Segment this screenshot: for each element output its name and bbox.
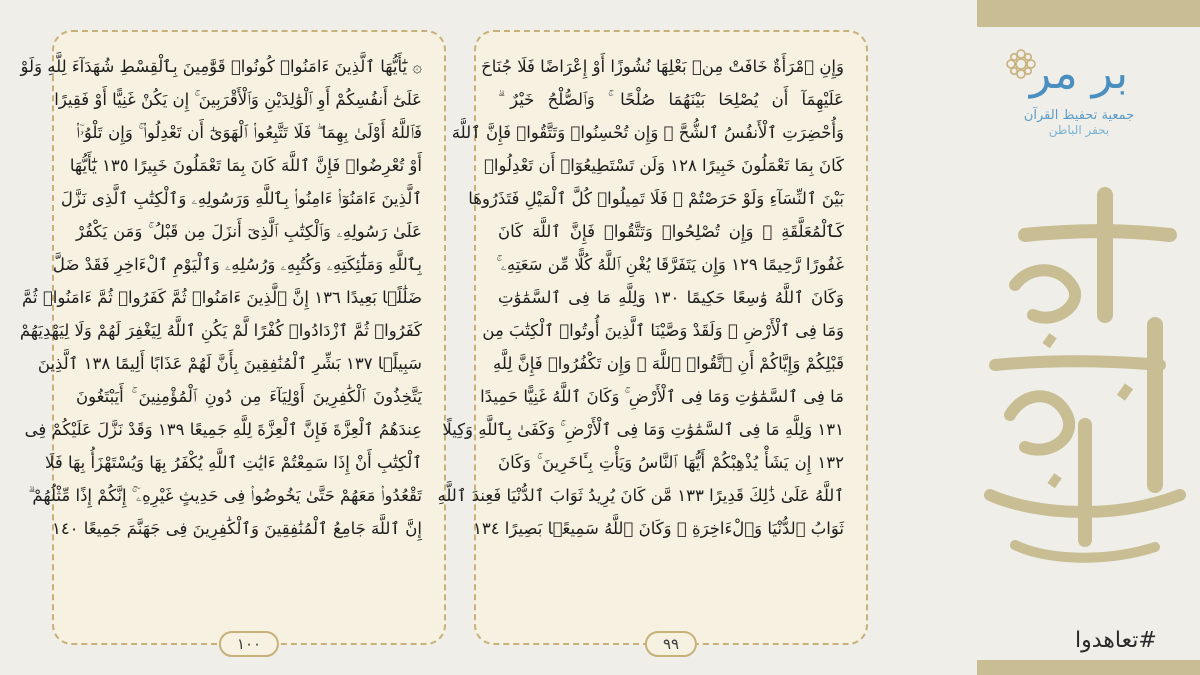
verse-line: يَتَّخِذُونَ ٱلْكَٰفِرِينَ أَوْلِيَآءَ مِن دُونِ ٱلْمُؤْمِنِينَ ۚ أَيَبْتَغُونَ bbox=[76, 387, 422, 406]
page-number-right: ٩٩ bbox=[645, 631, 697, 657]
calligraphy-tahadou bbox=[955, 175, 1200, 575]
verse-line: بِٱللَّهِ وَمَلَٰٓئِكَتِهِۦ وَكُتُبِهِۦ وَرُسُلِهِۦ وَٱلْيَوْمِ ٱلْءَاخِرِ فَقَدْ ضَلَّ bbox=[52, 255, 422, 274]
verse-line: ٱلْكِتَٰبِ أَنْ إِذَا سَمِعْتُمْ ءَايَٰتِ ٱللَّهِ يُكْفَرُ بِهَا وَيُسْتَهْزَأُ بِهَا فَلَا bbox=[45, 453, 422, 472]
bottom-accent-bar bbox=[977, 660, 1200, 675]
logo-mark: بر مر bbox=[1029, 48, 1129, 99]
logo-name-line1: جمعية تحفيظ القرآن bbox=[1023, 108, 1135, 123]
verse-line: وَمَا فِى ٱلْأَرْضِ ۗ وَلَقَدْ وَصَّيْنَا ٱلَّذِينَ أُوتُوا۟ ٱلْكِتَٰبَ مِن bbox=[482, 321, 844, 340]
page-number-left: ١٠٠ bbox=[219, 631, 279, 657]
verse-line: تَقْعُدُوا۟ مَعَهُمْ حَتَّىٰ يَخُوضُوا۟ فِى حَدِيثٍ غَيْرِهِۦٓ ۚ إِنَّكُمْ إِذًا مِّثْلُهُمْ ۗ bbox=[28, 486, 422, 505]
verse-line: ١٣١ وَلِلَّهِ مَا فِى ٱلسَّمَٰوَٰتِ وَمَا فِى ٱلْأَرْضِ ۚ وَكَفَىٰ بِٱللَّهِ وَكِيلًا bbox=[442, 420, 844, 439]
verse-line: ثَوَابُ ٱلدُّنْيَا وَٱلْءَاخِرَةِ ۚ وَكَانَ ٱللَّهُ سَمِيعًۢا بَصِيرًا ١٣٤ bbox=[472, 519, 844, 538]
branding-sidebar bbox=[955, 0, 1200, 675]
verse-line: ضَلَٰلًۢا بَعِيدًا ١٣٦ إِنَّ ٱلَّذِينَ ءَامَنُوا۟ ثُمَّ كَفَرُوا۟ ثُمَّ ءَامَنُوا۟ ثُمَّ bbox=[22, 288, 422, 307]
mushaf-page-right bbox=[437, 30, 868, 653]
verse-line: عَلَىٰٓ أَنفُسِكُمْ أَوِ ٱلْوَٰلِدَيْنِ وَٱلْأَقْرَبِينَ ۚ إِن يَكُنْ غَنِيًّا أَوْ فَقِيرًا bbox=[54, 90, 422, 109]
verse-line: وَأُحْضِرَتِ ٱلْأَنفُسُ ٱلشُّحَّ ۚ وَإِن تُحْسِنُوا۟ وَتَتَّقُوا۟ فَإِنَّ ٱللَّهَ bbox=[451, 123, 844, 142]
verse-line: عَلَىٰ رَسُولِهِۦ وَٱلْكِتَٰبِ ٱلَّذِىٓ أَنزَلَ مِن قَبْلُ ۚ وَمَن يَكْفُرْ bbox=[76, 222, 422, 241]
verse-line: سَبِيلًۢا ١٣٧ بَشِّرِ ٱلْمُنَٰفِقِينَ بِأَنَّ لَهُمْ عَذَابًا أَلِيمًا ١٣٨ ٱلَّذِينَ bbox=[37, 354, 422, 373]
verse-line: ۞ يَٰٓأَيُّهَا ٱلَّذِينَ ءَامَنُوا۟ كُونُوا۟ قَوَّٰمِينَ بِٱلْقِسْطِ شُهَدَآءَ لِلَّهِ وَلَوْ bbox=[20, 57, 422, 76]
verse-line: غَفُورًا رَّحِيمًا ١٢٩ وَإِن يَتَفَرَّقَا يُغْنِ ٱللَّهُ كُلًّا مِّن سَعَتِهِۦ ۚ bbox=[496, 255, 844, 274]
flower-ornament-icon bbox=[1003, 46, 1039, 82]
verse-line: كَانَ بِمَا تَعْمَلُونَ خَبِيرًا ١٢٨ وَلَن تَسْتَطِيعُوٓا۟ أَن تَعْدِلُوا۟ bbox=[483, 156, 844, 175]
verse-line: أَوْ تُعْرِضُوا۟ فَإِنَّ ٱللَّهَ كَانَ بِمَا تَعْمَلُونَ خَبِيرًا ١٣٥ يَٰٓأَيُّهَا bbox=[69, 156, 422, 175]
verse-line: مَا فِى ٱلسَّمَٰوَٰتِ وَمَا فِى ٱلْأَرْضِ ۚ وَكَانَ ٱللَّهُ غَنِيًّا حَمِيدًا bbox=[480, 387, 844, 406]
verse-line: قَبْلِكُمْ وَإِيَّاكُمْ أَنِ ٱتَّقُوا۟ ٱللَّهَ ۚ وَإِن تَكْفُرُوا۟ فَإِنَّ لِلَّهِ bbox=[493, 354, 844, 373]
mushaf-page-left bbox=[19, 30, 446, 653]
verse-line: بَيْنَ ٱلنِّسَآءِ وَلَوْ حَرَصْتُمْ ۖ فَلَا تَمِيلُوا۟ كُلَّ ٱلْمَيْلِ فَتَذَرُوهَا bbox=[468, 189, 844, 208]
verse-line: عِندَهُمُ ٱلْعِزَّةَ فَإِنَّ ٱلْعِزَّةَ لِلَّهِ جَمِيعًا ١٣٩ وَقَدْ نَزَّلَ عَلَيْكُمْ فِى bbox=[24, 420, 422, 439]
association-logo bbox=[979, 44, 1179, 164]
verse-line: ٱللَّهُ عَلَىٰ ذَٰلِكَ قَدِيرًا ١٣٣ مَّن كَانَ يُرِيدُ ثَوَابَ ٱلدُّنْيَا فَعِندَ ٱللَّهِ bbox=[437, 486, 844, 505]
hashtag-label: #تعاهدوا bbox=[1075, 628, 1157, 653]
top-accent-bar bbox=[977, 0, 1200, 27]
page-text-left bbox=[19, 50, 422, 545]
verse-line: وَإِنِ ٱمْرَأَةٌ خَافَتْ مِنۢ بَعْلِهَا نُشُوزًا أَوْ إِعْرَاضًا فَلَا جُنَاحَ bbox=[481, 57, 844, 76]
verse-line: كَٱلْمُعَلَّقَةِ ۚ وَإِن تُصْلِحُوا۟ وَتَتَّقُوا۟ فَإِنَّ ٱللَّهَ كَانَ bbox=[498, 222, 844, 241]
verse-line: ١٣٢ إِن يَشَأْ يُذْهِبْكُمْ أَيُّهَا ٱلنَّاسُ وَيَأْتِ بِـَٔاخَرِينَ ۚ وَكَانَ bbox=[498, 453, 844, 472]
logo-name-line2: بحفر الباطن bbox=[1048, 123, 1110, 137]
verse-line: عَلَيْهِمَآ أَن يُصْلِحَا بَيْنَهُمَا صُلْحًا ۚ وَٱلصُّلْحُ خَيْرٌ ۗ bbox=[498, 90, 844, 109]
verse-line: ٱلَّذِينَ ءَامَنُوٓا۟ ءَامِنُوا۟ بِٱللَّهِ وَرَسُولِهِۦ وَٱلْكِتَٰبِ ٱلَّذِى نَزَّلَ bbox=[60, 189, 422, 208]
verse-line: وَكَانَ ٱللَّهُ وَٰسِعًا حَكِيمًا ١٣٠ وَلِلَّهِ مَا فِى ٱلسَّمَٰوَٰتِ bbox=[498, 288, 844, 307]
verse-line: فَٱللَّهُ أَوْلَىٰ بِهِمَا ۖ فَلَا تَتَّبِعُوا۟ ٱلْهَوَىٰٓ أَن تَعْدِلُوا۟ ۚ وَإِن تَلْوُۥٓا۟ bbox=[76, 123, 422, 142]
verse-line: إِنَّ ٱللَّهَ جَامِعُ ٱلْمُنَٰفِقِينَ وَٱلْكَٰفِرِينَ فِى جَهَنَّمَ جَمِيعًا ١٤٠ bbox=[51, 519, 422, 538]
page-text-right bbox=[437, 50, 844, 545]
verse-line: كَفَرُوا۟ ثُمَّ ٱزْدَادُوا۟ كُفْرًا لَّمْ يَكُنِ ٱللَّهُ لِيَغْفِرَ لَهُمْ وَلَا لِيَهْدِيَهُمْ bbox=[19, 321, 422, 340]
